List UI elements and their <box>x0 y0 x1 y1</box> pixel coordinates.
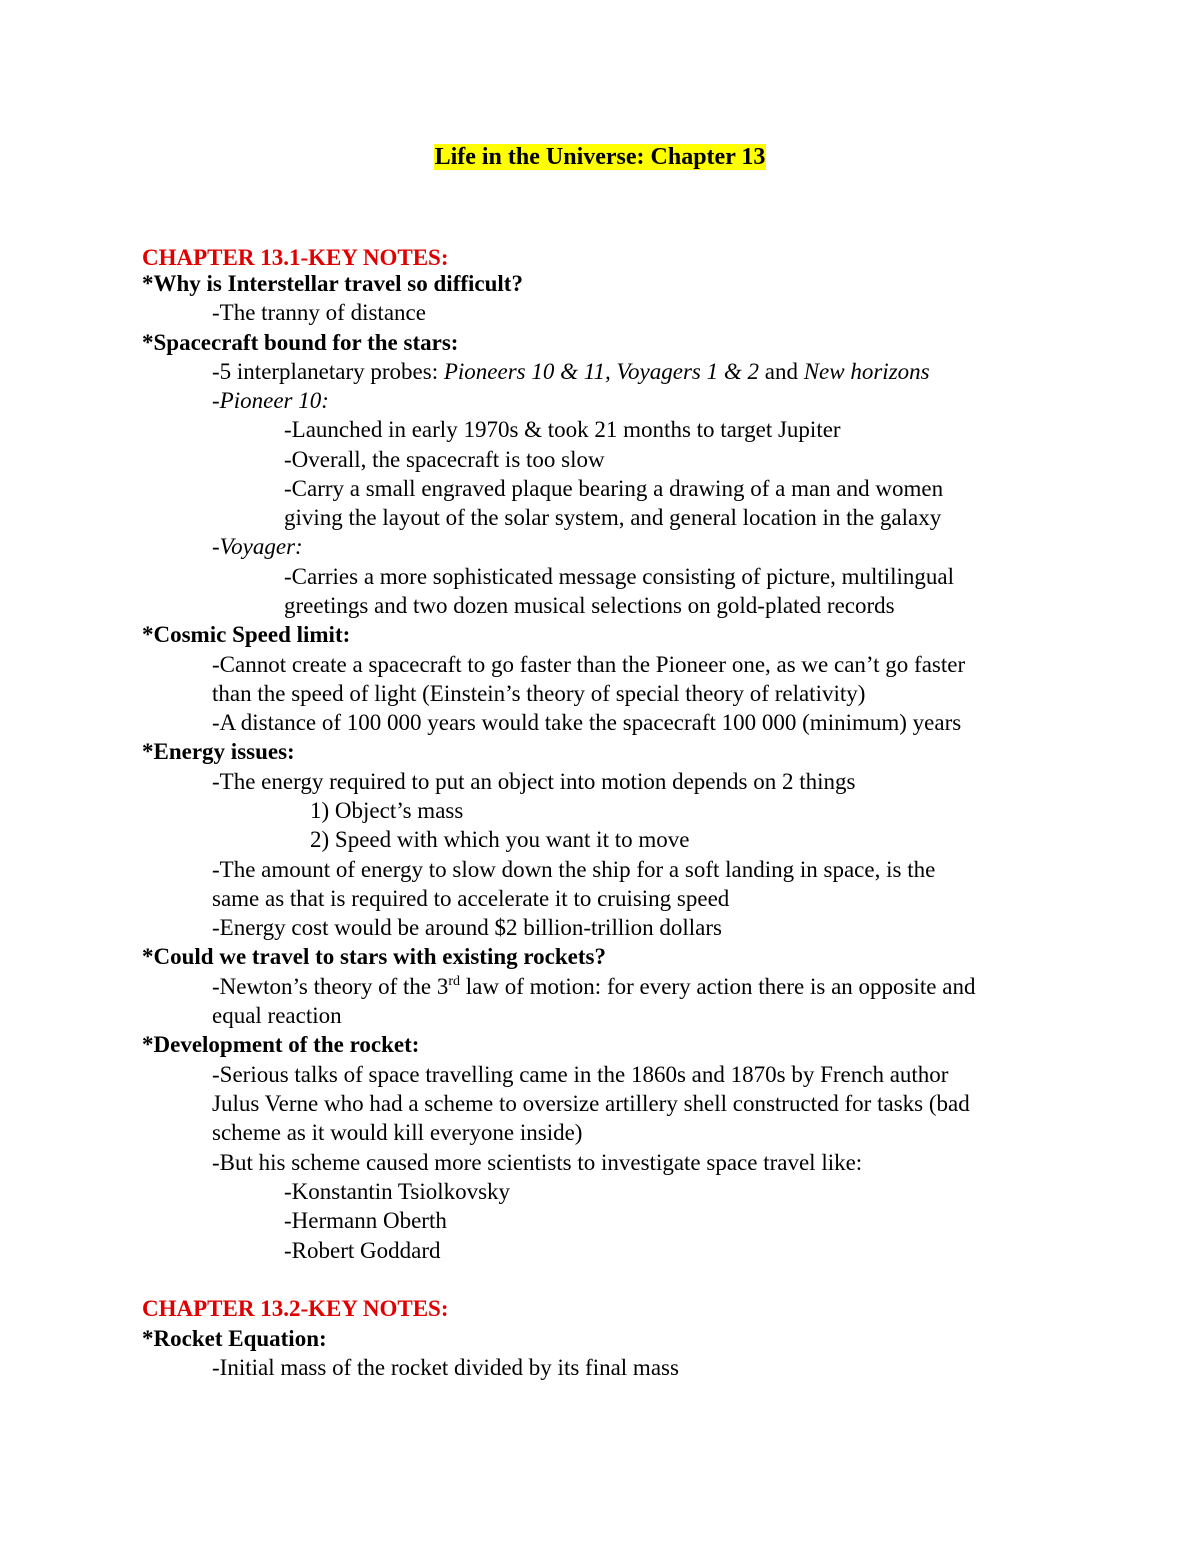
note-line: -Carries a more sophisticated message consisting of picture, multilingual <box>284 564 955 589</box>
pioneer-dash: - <box>212 388 220 413</box>
voyager-label: Voyager: <box>219 534 303 559</box>
note-line: -Serious talks of space travelling came in the 1860s and 1870s by French author <box>212 1062 949 1087</box>
voyager-subheading <box>212 532 303 561</box>
question-existing-rockets: *Could we travel to stars with existing rockets? <box>142 944 606 969</box>
chapter-13-2-heading: CHAPTER 13.2-KEY NOTES: <box>142 1296 449 1321</box>
note-line: scheme as it would kill everyone inside) <box>212 1120 583 1145</box>
newton-pre: -Newton’s theory of the 3 <box>212 974 449 999</box>
note-line-newton <box>212 972 975 1001</box>
note-line: giving the layout of the solar system, and general location in the galaxy <box>284 505 942 530</box>
note-line: -Overall, the spacecraft is too slow <box>284 447 605 472</box>
question-energy-issues: *Energy issues: <box>142 739 295 764</box>
note-line: equal reaction <box>212 1003 342 1028</box>
note-line-probes <box>212 357 930 386</box>
note-line: -The amount of energy to slow down the ship for a soft landing in space, is the <box>212 857 936 882</box>
probes-prefix: -5 interplanetary probes: <box>212 359 444 384</box>
note-line: -Launched in early 1970s & took 21 months to target Jupiter <box>284 417 841 442</box>
question-rocket-development: *Development of the rocket: <box>142 1032 420 1057</box>
probes-names: Pioneers 10 & 11, Voyagers 1 & 2 <box>443 359 759 384</box>
probes-and: and <box>759 359 804 384</box>
note-line: same as that is required to accelerate it to cruising speed <box>212 886 730 911</box>
note-line: Julus Verne who had a scheme to oversize artillery shell constructed for tasks (bad <box>212 1091 970 1116</box>
note-line: than the speed of light (Einstein’s theory of special theory of relativity) <box>212 681 866 706</box>
note-line: -But his scheme caused more scientists to investigate space travel like: <box>212 1150 863 1175</box>
note-line: greetings and two dozen musical selections on gold-plated records <box>284 593 895 618</box>
note-line: -Carry a small engraved plaque bearing a drawing of a man and women <box>284 476 944 501</box>
question-spacecraft-bound: *Spacecraft bound for the stars: <box>142 330 459 355</box>
note-line: -Energy cost would be around $2 billion-trillion dollars <box>212 915 722 940</box>
newton-superscript: rd <box>448 974 461 989</box>
document-title <box>0 143 1200 172</box>
question-rocket-equation: *Rocket Equation: <box>142 1326 327 1351</box>
scientist-item: -Robert Goddard <box>284 1238 441 1263</box>
pioneer-label: Pioneer 10: <box>219 388 329 413</box>
question-interstellar-travel: *Why is Interstellar travel so difficult? <box>142 271 523 296</box>
note-line: -Initial mass of the rocket divided by its final mass <box>212 1355 679 1380</box>
question-cosmic-speed: *Cosmic Speed limit: <box>142 622 351 647</box>
note-line: -A distance of 100 000 years would take the spacecraft 100 000 (minimum) years <box>212 710 962 735</box>
note-line: -The tranny of distance <box>212 300 426 325</box>
newton-post: law of motion: for every action there is an opposite and <box>460 974 976 999</box>
note-line: -Cannot create a spacecraft to go faster than the Pioneer one, as we can’t go faster <box>212 652 966 677</box>
scientist-item: -Konstantin Tsiolkovsky <box>284 1179 511 1204</box>
numbered-item: 2) Speed with which you want it to move <box>310 827 690 852</box>
numbered-item: 1) Object’s mass <box>310 798 464 823</box>
pioneer-subheading <box>212 386 329 415</box>
title-highlight: Life in the Universe: Chapter 13 <box>434 144 766 170</box>
probes-last: New horizons <box>803 359 930 384</box>
note-line: -The energy required to put an object into motion depends on 2 things <box>212 769 856 794</box>
chapter-13-1-heading: CHAPTER 13.1-KEY NOTES: <box>142 245 449 270</box>
scientist-item: -Hermann Oberth <box>284 1208 447 1233</box>
voyager-dash: - <box>212 534 220 559</box>
